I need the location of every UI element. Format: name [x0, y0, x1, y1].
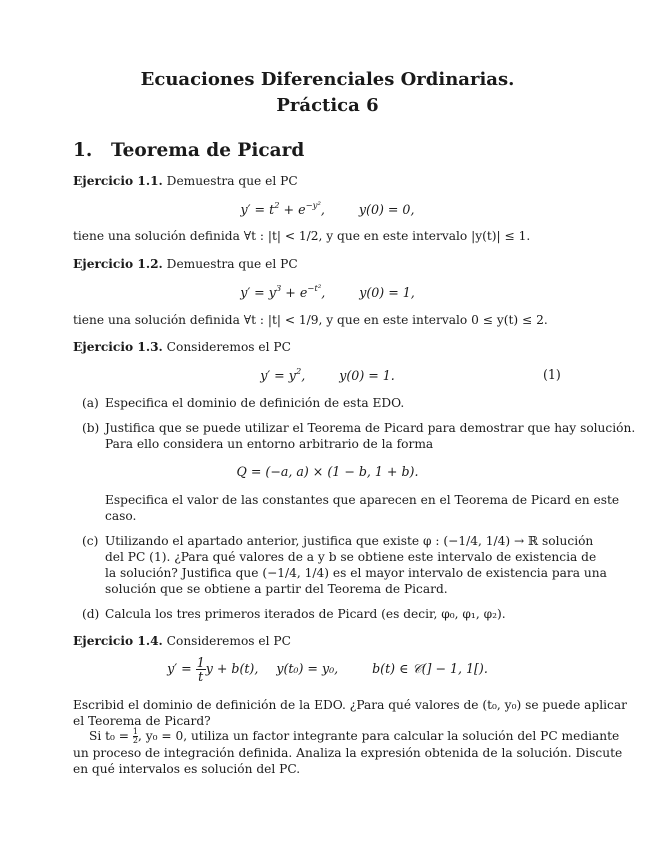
item-label: (d)	[82, 607, 100, 621]
item-label: (a)	[82, 396, 99, 410]
document-title-line1: Ecuaciones Diferenciales Ordinarias.	[140, 69, 515, 90]
equation-part: y′ = y	[240, 285, 276, 300]
section-number: 1.	[73, 140, 93, 161]
equation-initial-condition: y(0) = 0,	[358, 202, 415, 217]
exercise-intro-text: Demuestra que el PC	[166, 257, 298, 271]
item-b-equation: Q = (−a, a) × (1 − b, 1 + b).	[236, 464, 419, 479]
item-text: Calcula los tres primeros iterados de Picard (es decir, φ₀, φ₁, φ₂).	[105, 607, 506, 621]
text-part: , y₀ = 0, utiliza un factor integrante para calcular la solución del PC mediante	[137, 729, 620, 743]
section-title: Teorema de Picard	[111, 140, 305, 161]
exercise-1-2-intro	[73, 257, 298, 271]
exercise-1-4-intro	[73, 634, 291, 648]
equation-exponent: 3	[275, 284, 282, 294]
item-label: (b)	[82, 421, 100, 435]
equation-part: ,	[301, 368, 306, 383]
exercise-1-4-line1: Escribid el dominio de definición de la EDO. ¿Para qué valores de (t₀, y₀) se puede aplicar	[73, 698, 627, 712]
exercise-1-4-line5: en qué intervalos es solución del PC.	[73, 762, 301, 776]
equation-part: y + b(t),	[205, 661, 259, 676]
equation-number: (1)	[543, 367, 561, 382]
list-item-c	[82, 534, 593, 548]
equation-part: y′ = y	[260, 368, 296, 383]
item-text: Justifica que se puede utilizar el Teorema de Picard para demostrar que hay solución.	[105, 421, 636, 435]
exercise-label: Ejercicio 1.2.	[73, 257, 163, 271]
equation-part: ,	[321, 285, 326, 300]
exercise-intro-text: Demuestra que el PC	[166, 174, 298, 188]
exercise-1-2-text: tiene una solución definida ∀t : |t| < 1/9, y que en este intervalo 0 ≤ y(t) ≤ 2.	[73, 313, 548, 327]
exercise-label: Ejercicio 1.1.	[73, 174, 163, 188]
item-text: Especifica el dominio de definición de esta EDO.	[105, 396, 405, 410]
equation-part: + e	[279, 202, 306, 217]
item-b-line4: caso.	[105, 509, 137, 523]
equation-fraction	[196, 656, 206, 683]
exercise-1-2-equation	[0, 284, 655, 300]
list-item-d	[82, 607, 506, 621]
equation-exponent: −y²	[305, 201, 321, 211]
item-b-line3: Especifica el valor de las constantes que aparecen en el Teorema de Picard en este	[105, 493, 620, 507]
equation-exponent: 2	[274, 201, 280, 211]
text-part: Si t₀ =	[89, 729, 129, 743]
item-c-line3: la solución? Justifica que (−1/4, 1/4) es el mayor intervalo de existencia para una	[105, 566, 607, 580]
list-item-b	[82, 421, 635, 435]
document-title-line2: Práctica 6	[276, 95, 379, 116]
fraction-numerator: 1	[132, 727, 138, 736]
exercise-1-1-equation	[0, 201, 655, 217]
equation-exponent: −t²	[307, 284, 322, 294]
exercise-label: Ejercicio 1.3.	[73, 340, 163, 354]
fraction-denominator: t	[198, 669, 204, 684]
section-heading	[73, 140, 304, 161]
exercise-intro-text: Consideremos el PC	[166, 634, 291, 648]
equation-initial-condition: y(t₀) = y₀,	[276, 661, 339, 676]
item-c-line4: solución que se obtiene a partir del Teorema de Picard.	[105, 582, 448, 596]
exercise-intro-text: Consideremos el PC	[166, 340, 291, 354]
exercise-1-3-intro	[73, 340, 291, 354]
list-item-a	[82, 396, 404, 410]
equation-condition: b(t) ∈ 𝒞(] − 1, 1[).	[372, 661, 488, 676]
equation-part: ,	[320, 202, 325, 217]
item-b-line2: Para ello considera un entorno arbitrario de la forma	[105, 437, 434, 451]
exercise-1-4-line2: el Teorema de Picard?	[73, 714, 211, 728]
item-label: (c)	[82, 534, 99, 548]
equation-exponent: 2	[295, 367, 302, 377]
item-c-line2: del PC (1). ¿Para qué valores de a y b se obtiene este intervalo de existencia de	[105, 550, 597, 564]
exercise-label: Ejercicio 1.4.	[73, 634, 163, 648]
exercise-1-4-line4: un proceso de integración definida. Analiza la expresión obtenida de la solución. Discute	[73, 746, 623, 760]
equation-initial-condition: y(0) = 1,	[359, 285, 415, 300]
exercise-1-1-intro	[73, 174, 298, 188]
equation-part: y′ =	[167, 661, 192, 676]
fraction-numerator: 1	[196, 655, 205, 670]
equation-part: + e	[281, 285, 308, 300]
exercise-1-4-equation	[0, 656, 655, 683]
exercise-1-4-line3	[89, 728, 619, 745]
equation-initial-condition: y(0) = 1.	[339, 368, 395, 383]
item-text: Utilizando el apartado anterior, justifica que existe φ : (−1/4, 1/4) → ℝ solución	[105, 534, 594, 548]
fraction-denominator: 2	[132, 736, 138, 745]
equation-part: y′ = t	[240, 202, 275, 217]
exercise-1-1-text: tiene una solución definida ∀t : |t| < 1/2, y que en este intervalo |y(t)| ≤ 1.	[73, 229, 531, 243]
